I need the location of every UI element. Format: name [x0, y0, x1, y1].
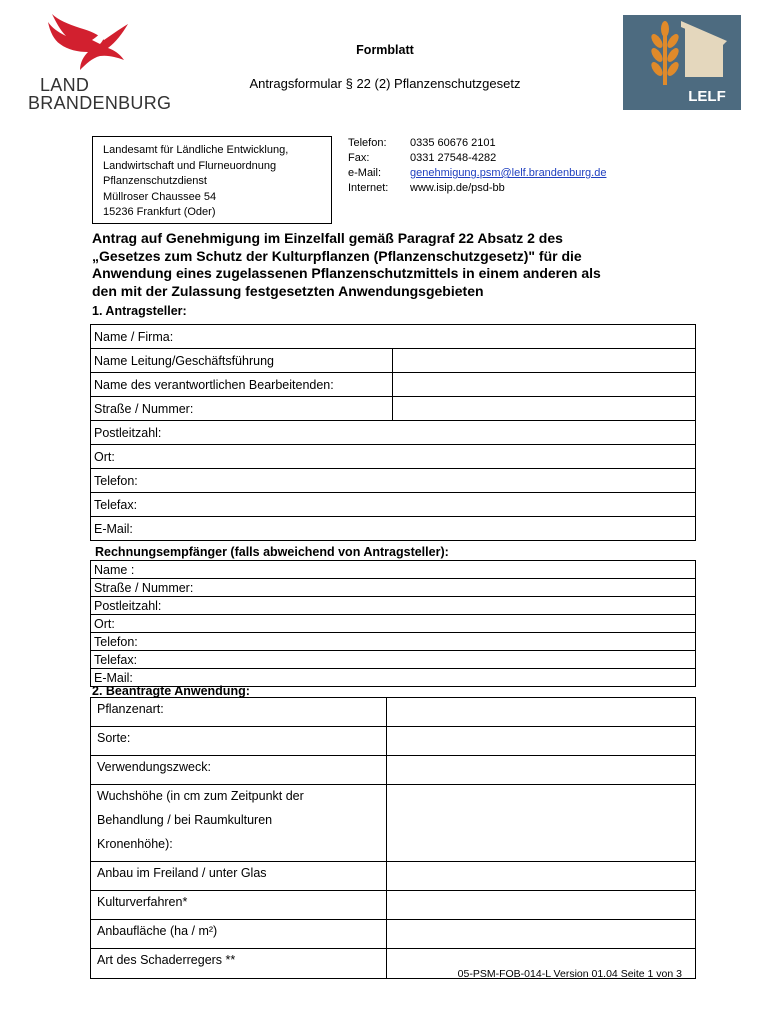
table-row: [91, 579, 696, 597]
table-row: [91, 373, 696, 397]
table-row: [91, 561, 696, 579]
applicant-email-field[interactable]: E-Mail:: [91, 517, 696, 541]
applicant-phone-field[interactable]: Telefon:: [91, 469, 696, 493]
land-brandenburg-logo: [28, 10, 172, 113]
lelf-text: LELF: [688, 88, 726, 105]
purpose-input[interactable]: [386, 756, 695, 785]
address-line: Pflanzenschutzdienst: [103, 175, 207, 187]
applicant-city-field[interactable]: Ort:: [91, 445, 696, 469]
phone-value: 0335 60676 2101: [410, 137, 496, 149]
table-row: [91, 445, 696, 469]
billing-postcode-field[interactable]: Postleitzahl:: [91, 597, 696, 615]
applicant-responsible-label: Name des verantwortlichen Bearbeitenden:: [91, 373, 393, 397]
plant-species-input[interactable]: [386, 698, 695, 727]
table-row: [91, 615, 696, 633]
table-row: [91, 421, 696, 445]
footer-version: 05-PSM-FOB-014-L Version 01.04 Seite 1 von 3: [457, 968, 682, 980]
table-row: [91, 862, 696, 891]
applicant-street-label: Straße / Nummer:: [91, 397, 393, 421]
applicant-street-input[interactable]: [392, 397, 695, 421]
table-row: [91, 756, 696, 785]
form-subtitle: Antragsformular § 22 (2) Pflanzenschutzgesetz: [249, 76, 521, 91]
section1-heading: 1. Antragsteller:: [92, 304, 187, 318]
brand-line-brandenburg: BRANDENBURG: [28, 93, 172, 113]
cultivation-location-input[interactable]: [386, 862, 695, 891]
address-line: 15236 Frankfurt (Oder): [103, 206, 216, 218]
table-row: [91, 891, 696, 920]
title-line: „Gesetzes zum Schutz der Kulturpflanzen (Pflanzenschutzgesetz)" für die: [92, 247, 582, 264]
address-line: Landwirtschaft und Flurneuordnung: [103, 159, 277, 172]
internet-label: Internet:: [348, 182, 389, 194]
table-row: [91, 349, 696, 373]
table-row: [91, 469, 696, 493]
table-row: [91, 785, 696, 862]
growth-height-label: Wuchshöhe (in cm zum Zeitpunkt der Behandlung / bei Raumkulturen Kronenhöhe):: [91, 785, 387, 862]
growth-height-input[interactable]: [386, 785, 695, 862]
table-row: [91, 633, 696, 651]
variety-input[interactable]: [386, 727, 695, 756]
cultivation-method-input[interactable]: [386, 891, 695, 920]
red-eagle-icon: [28, 10, 168, 74]
phone-label: Telefon:: [348, 137, 387, 149]
email-link[interactable]: genehmigung.psm@lelf.brandenburg.de: [410, 167, 607, 179]
cultivation-area-input[interactable]: [386, 920, 695, 949]
billing-email-field[interactable]: E-Mail:: [91, 669, 696, 687]
email-label: e-Mail:: [348, 167, 382, 179]
address-box: [92, 136, 332, 224]
table-row: [91, 517, 696, 541]
cultivation-area-label: Anbaufläche (ha / m²): [91, 920, 387, 949]
variety-label: Sorte:: [91, 727, 387, 756]
table-row: [91, 397, 696, 421]
cultivation-method-label: Kulturverfahren*: [91, 891, 387, 920]
address-line: Landesamt für Ländliche Entwicklung,: [103, 144, 289, 156]
applicant-responsible-input[interactable]: [392, 373, 695, 397]
form-label: Formblatt: [356, 43, 414, 57]
applicant-postcode-field[interactable]: Postleitzahl:: [91, 421, 696, 445]
lelf-logo: [623, 15, 741, 110]
billing-phone-field[interactable]: Telefon:: [91, 633, 696, 651]
table-row: [91, 597, 696, 615]
billing-name-field[interactable]: Name :: [91, 561, 696, 579]
plant-species-label: Pflanzenart:: [91, 698, 387, 727]
title-line: Anwendung eines zugelassenen Pflanzenschutzmittels in einem anderen als: [92, 265, 601, 281]
application-table: [90, 697, 696, 979]
table-row: [91, 727, 696, 756]
applicant-table: [90, 324, 696, 541]
billing-street-field[interactable]: Straße / Nummer:: [91, 579, 696, 597]
section2-heading: 2. Beantragte Anwendung:: [92, 684, 250, 698]
applicant-name-field[interactable]: Name / Firma:: [91, 325, 696, 349]
fax-value: 0331 27548-4282: [410, 152, 497, 164]
table-row: [91, 651, 696, 669]
billing-table: [90, 560, 696, 687]
main-title: [92, 230, 692, 300]
cultivation-location-label: Anbau im Freiland / unter Glas: [91, 862, 387, 891]
address-line: Müllroser Chaussee 54: [103, 190, 217, 203]
applicant-fax-field[interactable]: Telefax:: [91, 493, 696, 517]
title-line: Antrag auf Genehmigung im Einzelfall gemäß Paragraf 22 Absatz 2 des: [92, 230, 563, 246]
contact-block: [348, 136, 606, 196]
table-row: [91, 493, 696, 517]
internet-value: www.isip.de/psd-bb: [410, 182, 505, 194]
applicant-management-label: Name Leitung/Geschäftsführung: [91, 349, 393, 373]
title-line: den mit der Zulassung festgesetzten Anwendungsgebieten: [92, 282, 484, 299]
fax-label: Fax:: [348, 152, 370, 164]
brand-line-land: LAND: [40, 75, 90, 95]
applicant-management-input[interactable]: [392, 349, 695, 373]
table-row: [91, 920, 696, 949]
billing-fax-field[interactable]: Telefax:: [91, 651, 696, 669]
table-row: [91, 698, 696, 727]
pest-type-label: Art des Schaderregers **: [91, 949, 387, 979]
table-row: [91, 325, 696, 349]
purpose-label: Verwendungszweck:: [91, 756, 387, 785]
billing-heading: Rechnungsempfänger (falls abweichend von Antragsteller):: [95, 545, 449, 559]
billing-city-field[interactable]: Ort:: [91, 615, 696, 633]
